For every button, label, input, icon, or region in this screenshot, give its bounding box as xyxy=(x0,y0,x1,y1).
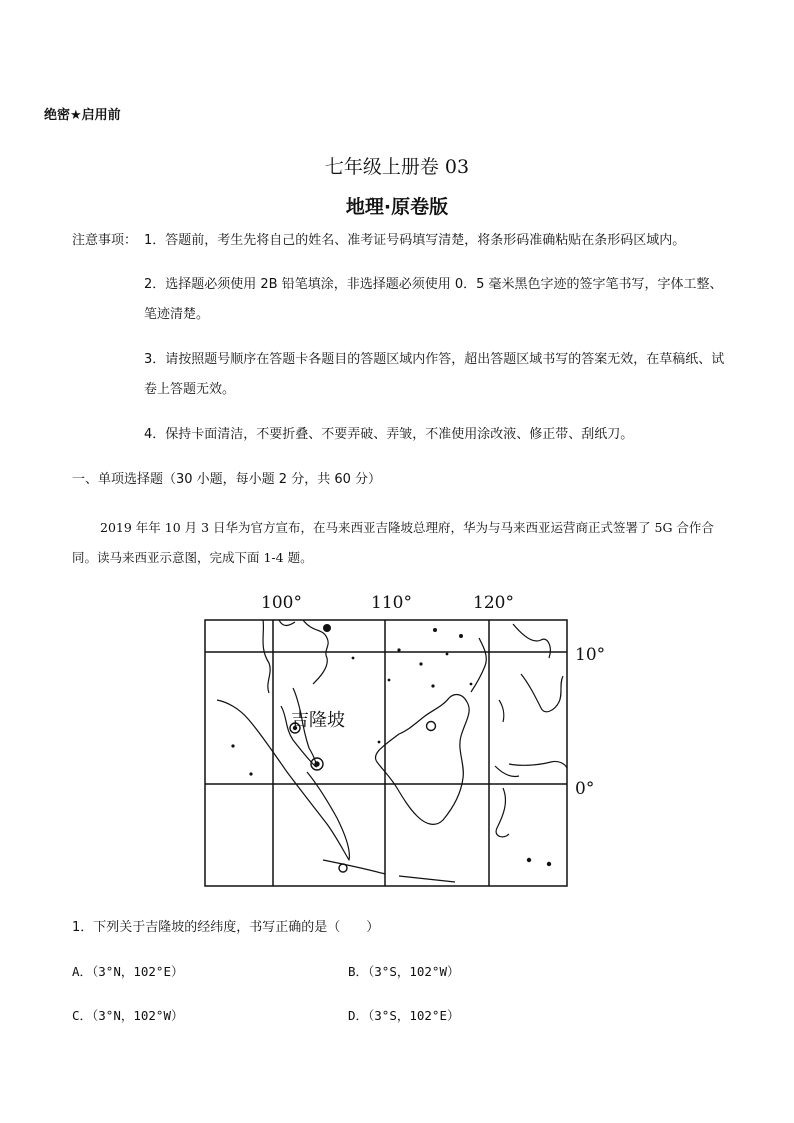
notice-item-1: 1．答题前，考生先将自己的姓名、准考证号码填写清楚，将条形码准确粘贴在条形码区域内。 xyxy=(144,233,686,248)
question-1-option-a[interactable]: A．（3°N，102°E） xyxy=(72,964,184,979)
map-city-label: 吉隆坡 xyxy=(291,710,345,731)
question-1-option-b[interactable]: B．（3°S，102°W） xyxy=(348,964,460,979)
question-1-option-c[interactable]: C．（3°N，102°W） xyxy=(72,1008,184,1023)
map-island-dots xyxy=(231,624,551,866)
notice-item-2: 2．选择题必须使用 2B 铅笔填涂，非选择题必须使用 0．5 毫米黑色字迹的签字笔书写，字体工整、笔迹清楚。 xyxy=(144,277,723,322)
notice-label: 注意事项： xyxy=(72,233,138,248)
map-lon-label-110: 110° xyxy=(371,593,412,613)
map-coastlines xyxy=(217,620,567,882)
question-1-option-d[interactable]: D．（3°S，102°E） xyxy=(348,1008,460,1023)
map-lat-label-0: 0° xyxy=(575,779,595,799)
map-frame xyxy=(205,620,567,886)
section-heading: 一、单项选择题（30 小题，每小题 2 分，共 60 分） xyxy=(72,472,382,487)
map-city-markers xyxy=(290,722,436,873)
page-subtitle: 地理·原卷版 xyxy=(345,196,449,218)
notice-item-4: 4．保持卡面清洁，不要折叠、不要弄破、弄皱，不准使用涂改液、修正带、刮纸刀。 xyxy=(144,427,634,442)
malaysia-map xyxy=(203,588,623,888)
notice-item-3: 3．请按照题号顺序在答题卡各题目的答题区域内作答，超出答题区域书写的答案无效，在草稿纸、试卷上答题无效。 xyxy=(144,352,725,397)
map-lon-label-120: 120° xyxy=(473,593,514,613)
secret-label: 绝密★启用前 xyxy=(44,108,121,123)
map-lat-label-10: 10° xyxy=(575,645,606,665)
map-lon-label-100: 100° xyxy=(261,593,302,613)
page-title: 七年级上册卷 03 xyxy=(324,156,470,178)
question-1-stem: 1．下列关于吉隆坡的经纬度，书写正确的是（ ） xyxy=(72,920,380,935)
section-intro: 2019 年年 10 月 3 日华为官方宣布，在马来西亚吉隆坡总理府，华为与马来西亚运营商正式签署了 5G 合作合同。读马来西亚示意图，完成下面 1-4 题。 xyxy=(72,520,714,565)
